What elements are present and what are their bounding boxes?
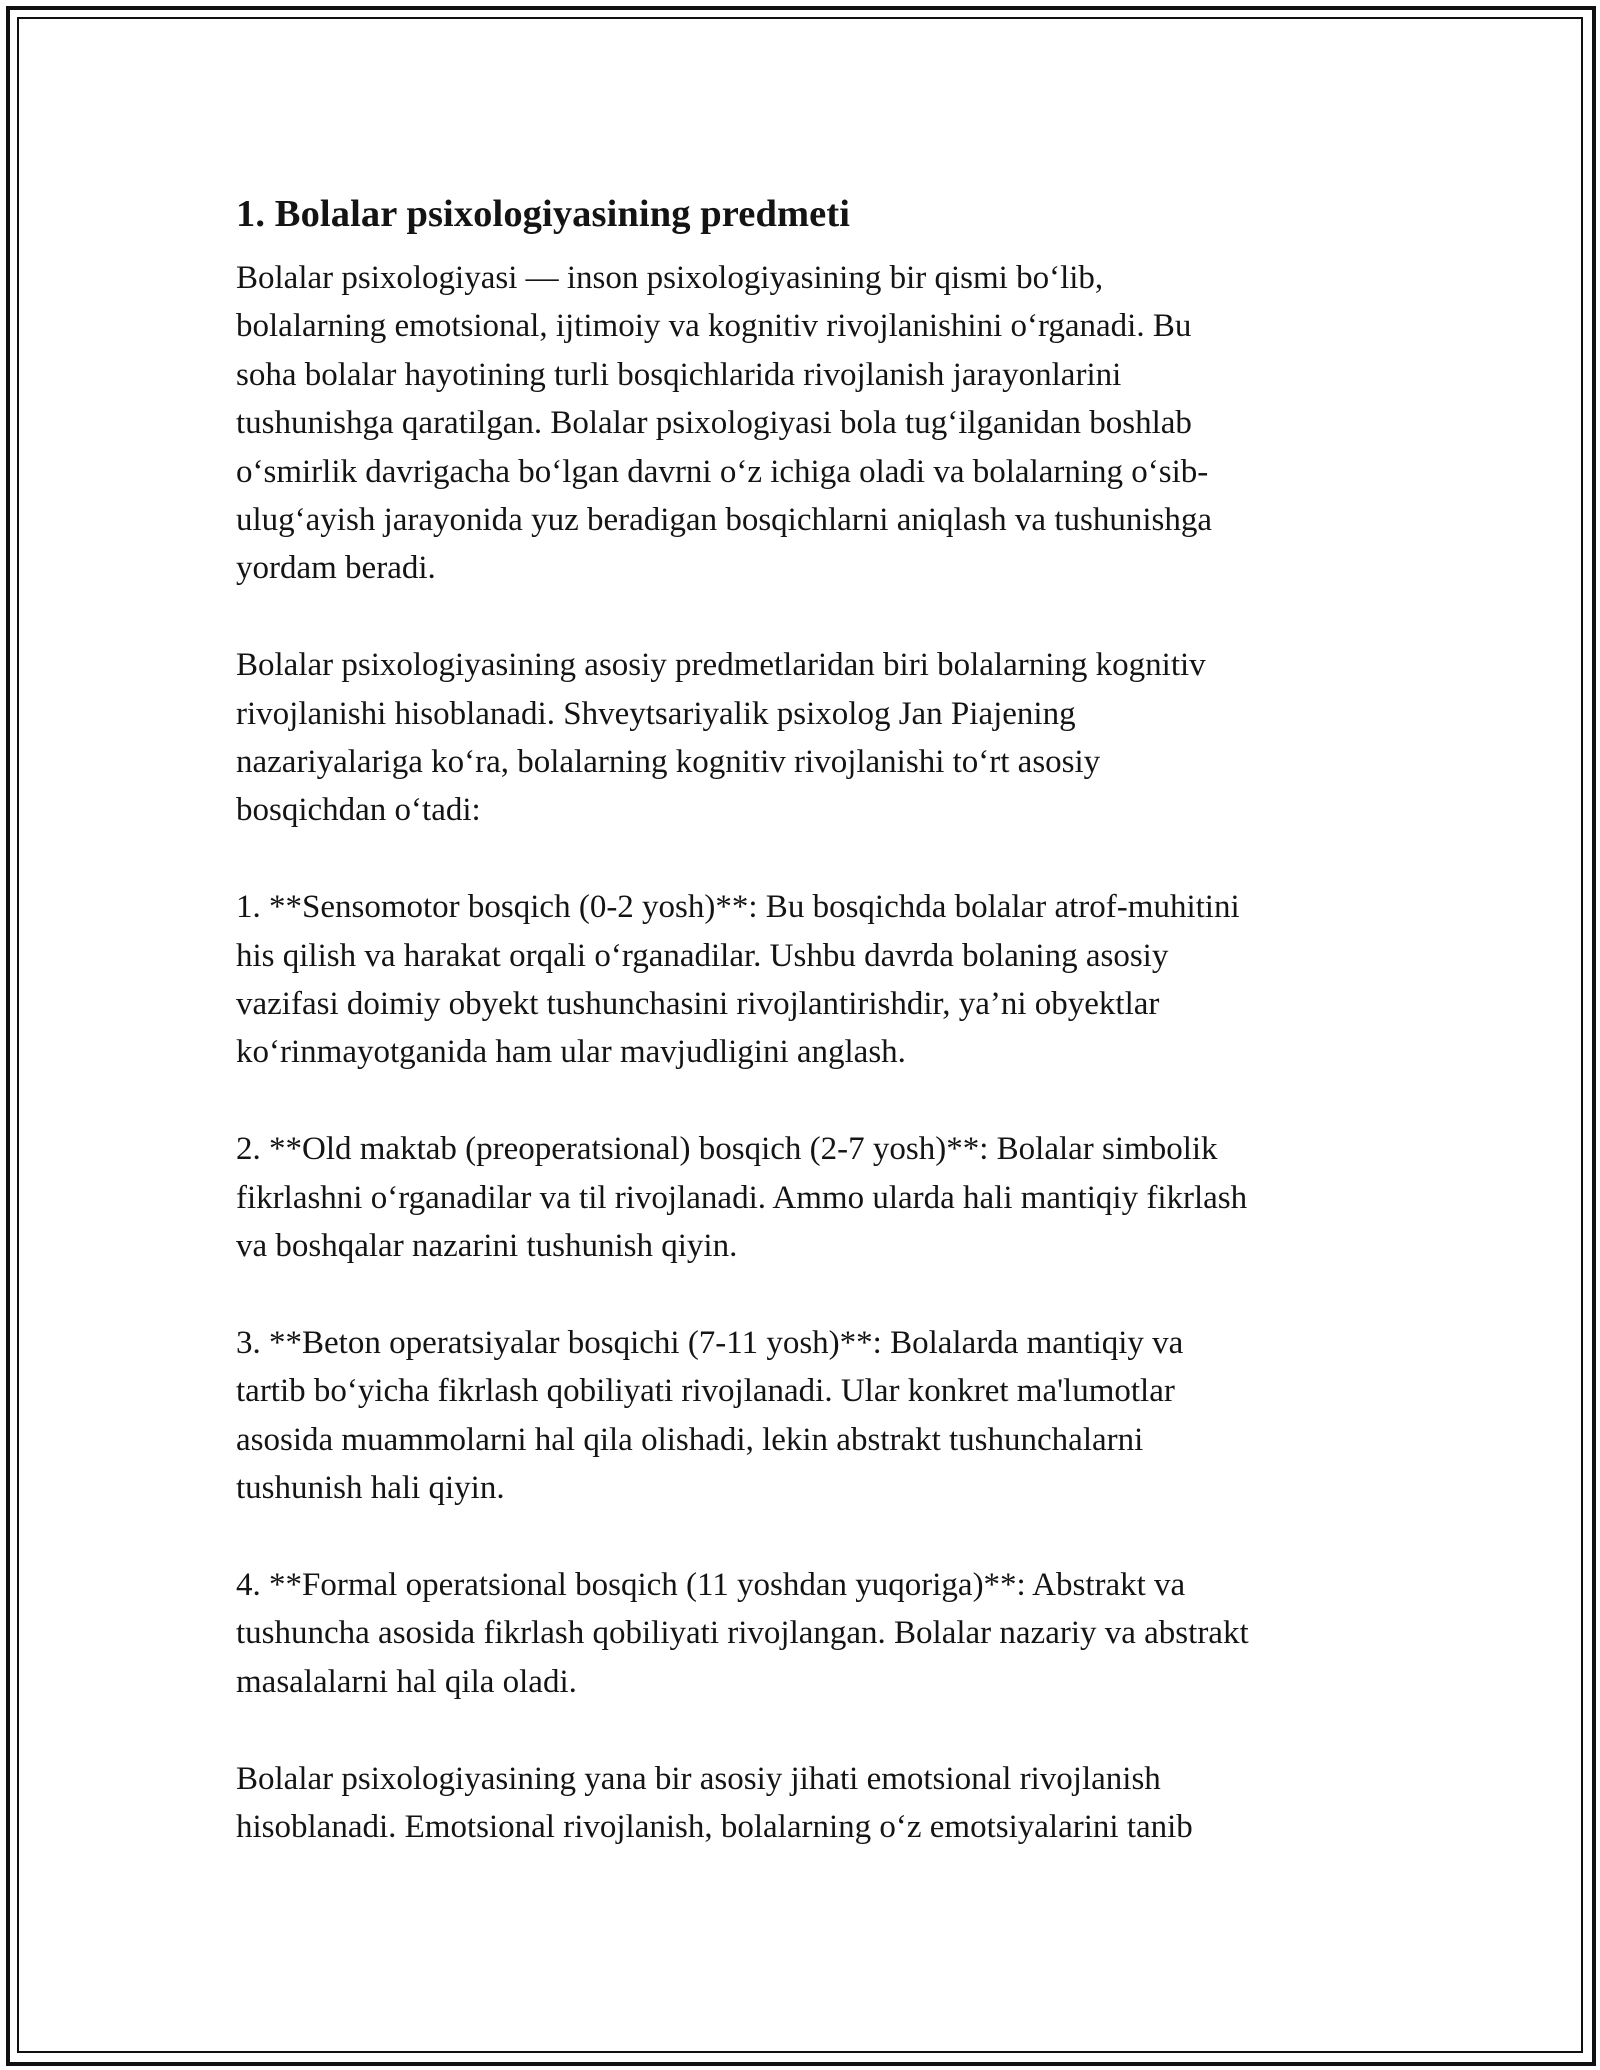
document-body [236, 186, 1386, 1851]
list-item-concrete-operations: 3. **Beton operatsiyalar bosqichi (7-11 yosh)**: Bolalarda mantiqiy va tartib bo‘yicha fikrlash qobiliyati rivojlanadi. Ular konkret ma'lumotlar asosida muammolarni hal qila olishadi, lekin abstrakt tushunchalarni tushunish hali qiyin. [236, 1324, 1184, 1507]
section-heading: 1. Bolalar psixologiyasining predmeti [236, 193, 851, 235]
paragraph-cognitive: Bolalar psixologiyasining asosiy predmetlaridan biri bolalarning kognitiv rivojlanishi hisoblanadi. Shveytsariyalik psixolog Jan Piajening nazariyalariga ko‘ra, bolalarning kognitiv rivojlanishi to‘rt asosiy bosqichdan o‘tadi: [236, 647, 1206, 829]
list-item-sensomotor: 1. **Sensomotor bosqich (0-2 yosh)**: Bu bosqichda bolalar atrof-muhitini his qilish va harakat orqali o‘rganadilar. Ushbu davrda bolaning asosiy vazifasi doimiy obyekt tushunchasini rivojlantirishdir, ya’ni obyektlar ko‘rinmayotganida ham ular mavjudligini anglash. [236, 889, 1240, 1071]
list-item-preoperational: 2. **Old maktab (preoperatsional) bosqich (2-7 yosh)**: Bolalar simbolik fikrlashni o‘rganadilar va til rivojlanadi. Ammo ularda hali mantiqiy fikrlash va boshqalar nazarini tushunish qiyin. [236, 1131, 1248, 1265]
paragraph-emotional: Bolalar psixologiyasining yana bir asosiy jihati emotsional rivojlanish hisoblanadi. Emotsional rivojlanish, bolalarning o‘z emotsiyalarini tanib [236, 1760, 1193, 1845]
list-item-formal-operations: 4. **Formal operatsional bosqich (11 yoshdan yuqoriga)**: Abstrakt va tushuncha asosida fikrlash qobiliyati rivojlangan. Bolalar nazariy va abstrakt masalalarni hal qila oladi. [236, 1566, 1249, 1700]
paragraph-intro: Bolalar psixologiyasi — inson psixologiyasining bir qismi bo‘lib, bolalarning emotsional, ijtimoiy va kognitiv rivojlanishini o‘rganadi. Bu soha bolalar hayotining turli bosqichlarida rivojlanish jarayonlarini tushunishga qaratilgan. Bolalar psixologiyasi bola tug‘ilganidan boshlab o‘smirlik davrigacha bo‘lgan davrni o‘z ichiga oladi va bolalarning o‘sib- ulug‘ayish jarayonida yuz beradigan bosqichlarni aniqlash va tushunishga yordam beradi. [236, 260, 1212, 587]
